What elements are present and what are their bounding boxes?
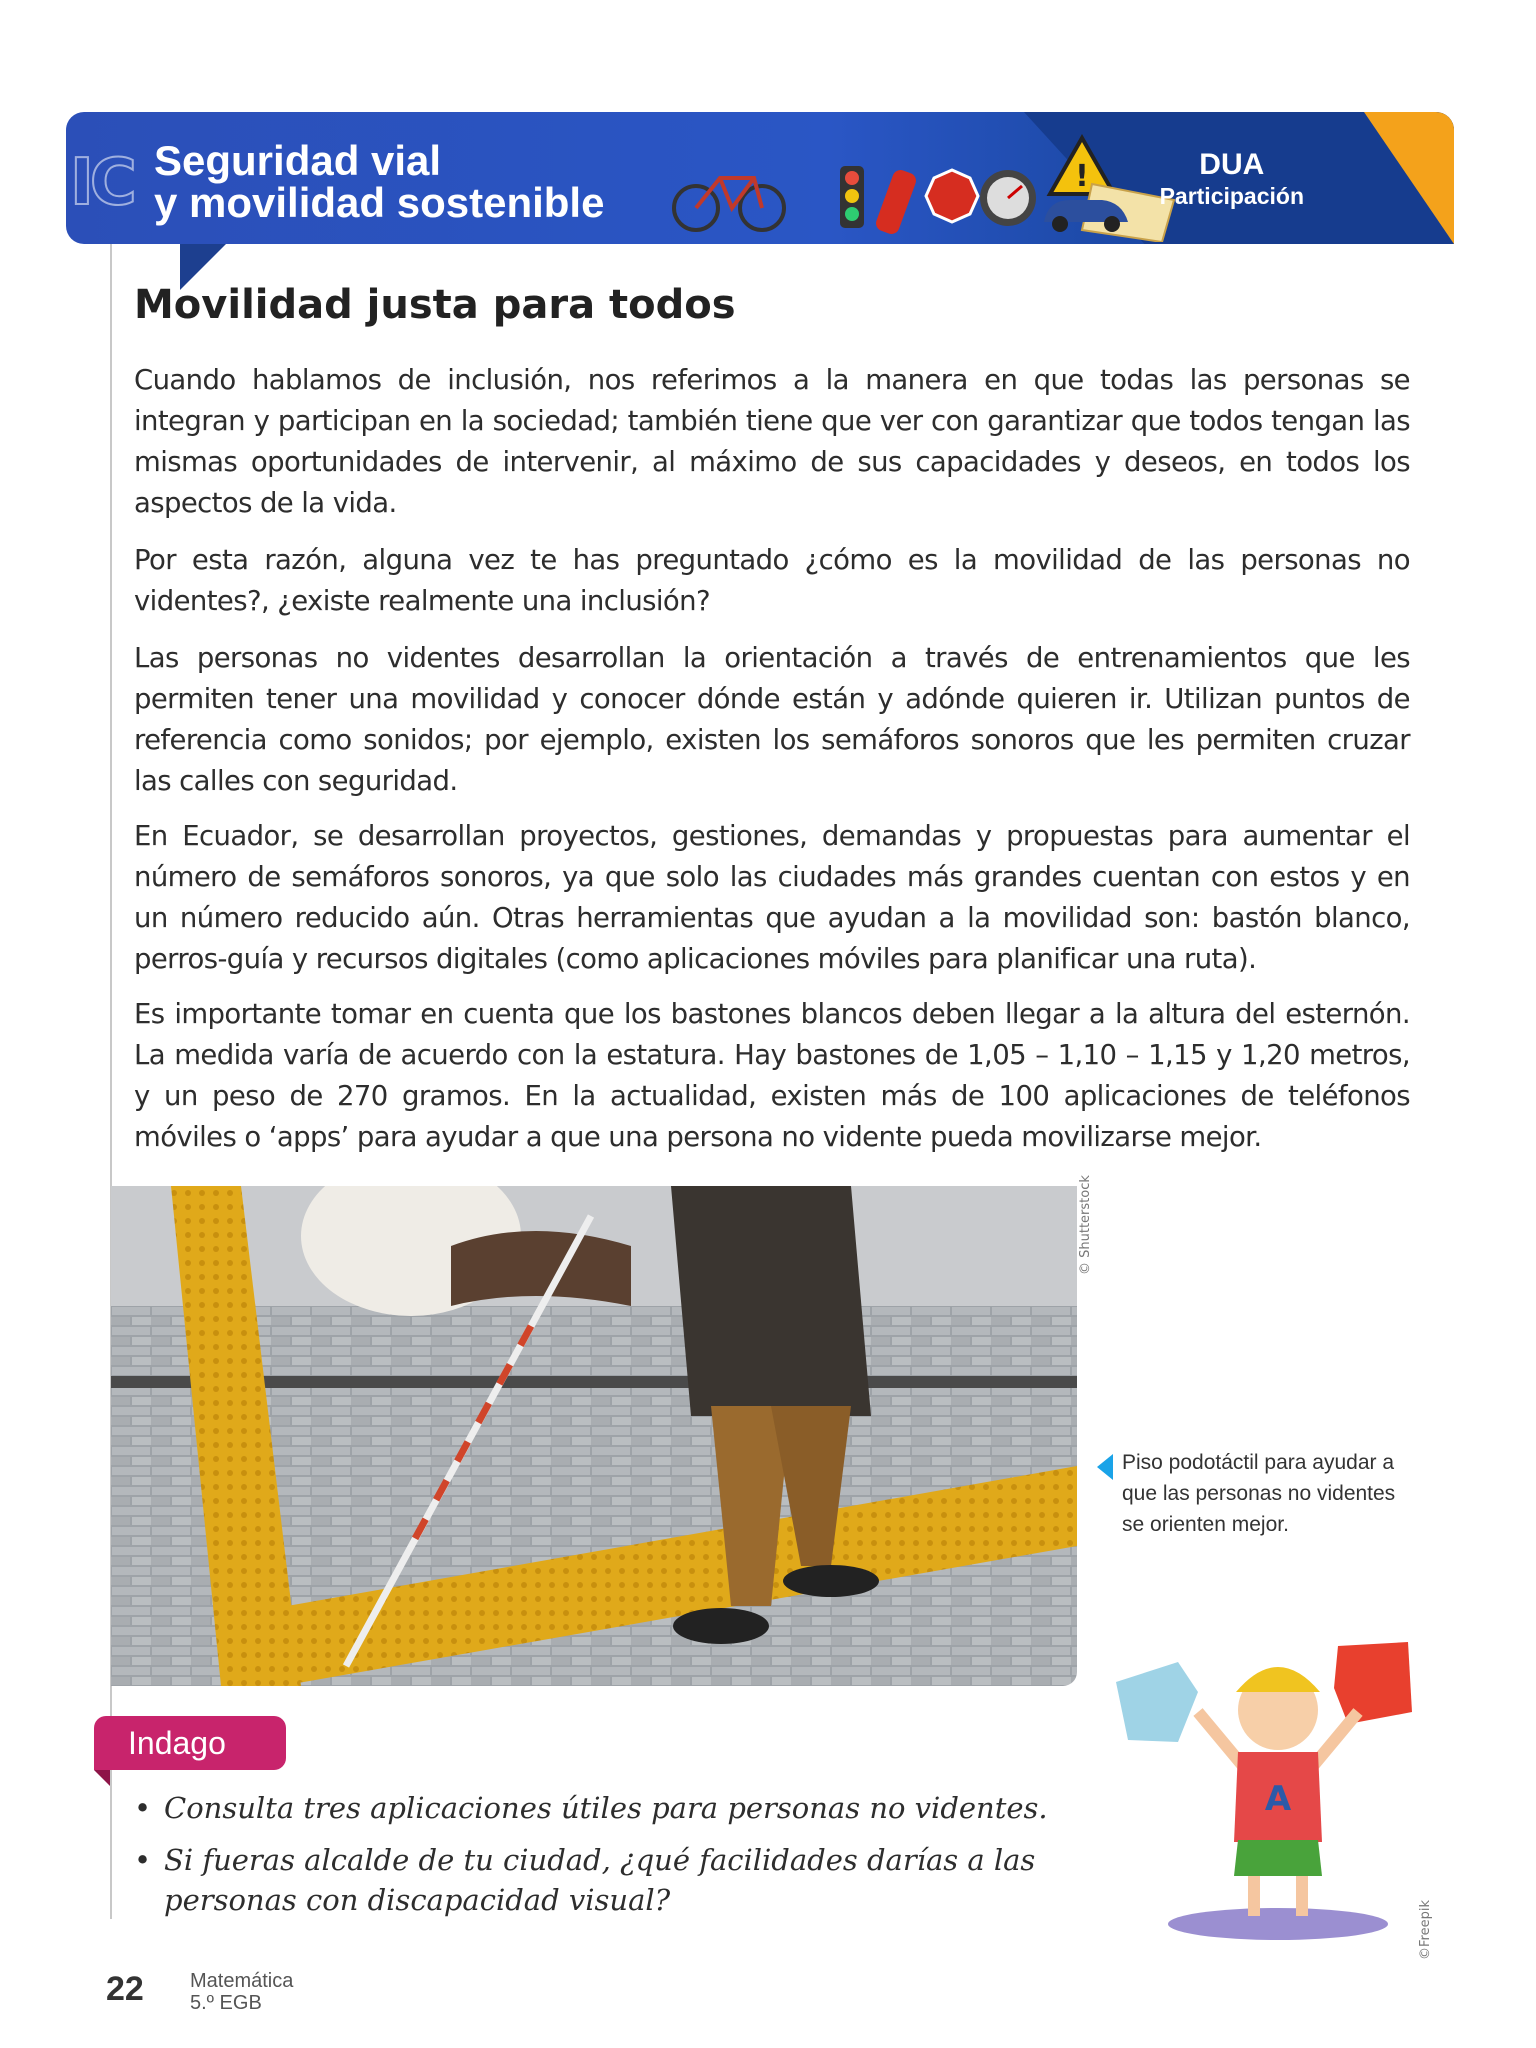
cap [1236,1667,1320,1692]
traffic-light-icon [840,166,864,228]
paragraph-2: Por esta razón, alguna vez te has preguntado ¿cómo es la movilidad de las personas no videntes?, ¿existe realmente una inclusión? [134,544,1410,617]
dua-title: DUA [1199,148,1265,181]
page-number: 22 [106,1970,144,2008]
section-banner [66,112,1454,244]
svg-text:!: ! [1075,159,1089,194]
article-heading: Movilidad justa para todos [134,282,736,328]
dua-subtitle: Participación [1159,183,1304,209]
paragraph-5: Es importante tomar en cuenta que los bastones blancos deben llegar a la altura del esternón. La medida varía de acuerdo con la estatura. Hay bastones de 1,05 – 1,10 – 1,15 y 1,20 metros, y un peso de 270 gramos. En la actualidad, existen más de 100 aplicaciones de teléfonos móviles o ‘apps’ para ayudar a que una persona no vidente pueda movilizarse mejor. [134,998,1410,1153]
dua-label [1160,148,1304,210]
shoe-back [783,1565,879,1597]
subject-name: Matemática [190,1970,294,1992]
indago-fold [94,1770,110,1786]
paragraph-3: Las personas no videntes desarrollan la orientación a través de entrenamientos que les permiten tener una movilidad y conocer dónde están y adónde quieren ir. Utilizan puntos de referencia como sonidos; por ejemplo, existen los semáforos sonoros que les permiten cruzar las calles con seguridad. [134,642,1410,797]
blue-puzzle-piece-icon [1116,1662,1198,1742]
paragraph-4: En Ecuador, se desarrollan proyectos, gestiones, demandas y propuestas para aumentar el número de semáforos sonoros, ya que solo las ciudades más grandes cuentan con estos y en un número reducido aún. Otras herramientas que ayudan a la movilidad son: bastón blanco, perros-guía y recursos digitales (como aplicaciones móviles para planificar una ruta). [134,820,1410,975]
coat [671,1186,871,1416]
banner-title [154,137,605,226]
extinguisher-icon [874,168,918,236]
illustration-credit: ©Freepik [1418,1900,1433,1960]
banner-title-line1: Seguridad vial [154,137,442,184]
photo-caption: Piso podotáctil para ayudar a que las personas no videntes se orienten mejor. [1122,1451,1396,1536]
speedometer-icon [980,170,1036,226]
grade-level: 5.º EGB [190,1992,262,2014]
shadow [1168,1908,1388,1940]
banner-title-line2: y movilidad sostenible [154,179,605,226]
ic-logo-icon: IC [70,146,133,220]
photo-credit: © Shutterstock [1078,1175,1093,1275]
indago-item-1: • Consulta tres aplicaciones útiles para personas no videntes. [134,1788,1094,1828]
bench [451,1231,631,1306]
footer-subject [190,1970,293,2014]
kid-with-puzzle-illustration [1108,1632,1418,1942]
indago-list [134,1788,1094,1932]
photo-illustration [111,1186,1077,1686]
bicycle-icon [674,178,784,230]
stop-sign-icon [926,170,978,222]
shorts [1234,1840,1322,1876]
paragraph-1: Cuando hablamos de inclusión, nos referimos a la manera en que todas las personas se integran y participan en la sociedad; también tiene que ver con garantizar que todos tengan las mismas oportunidades de intervenir, al máximo de sus capacidades y deseos, en todos los aspectos de la vida. [134,364,1410,519]
shoe-front [673,1608,769,1644]
caption-arrow-icon [1097,1454,1113,1480]
road-safety-icons [662,130,1182,242]
indago-label: Indago [94,1716,286,1770]
tactile-paving-photo [111,1186,1077,1686]
shirt-letter: A [1264,1779,1292,1819]
red-puzzle-piece-icon [1334,1642,1412,1724]
indago-item-2: • Si fueras alcalde de tu ciudad, ¿qué facilidades darías a las personas con discapacidad visual? [134,1840,1094,1920]
